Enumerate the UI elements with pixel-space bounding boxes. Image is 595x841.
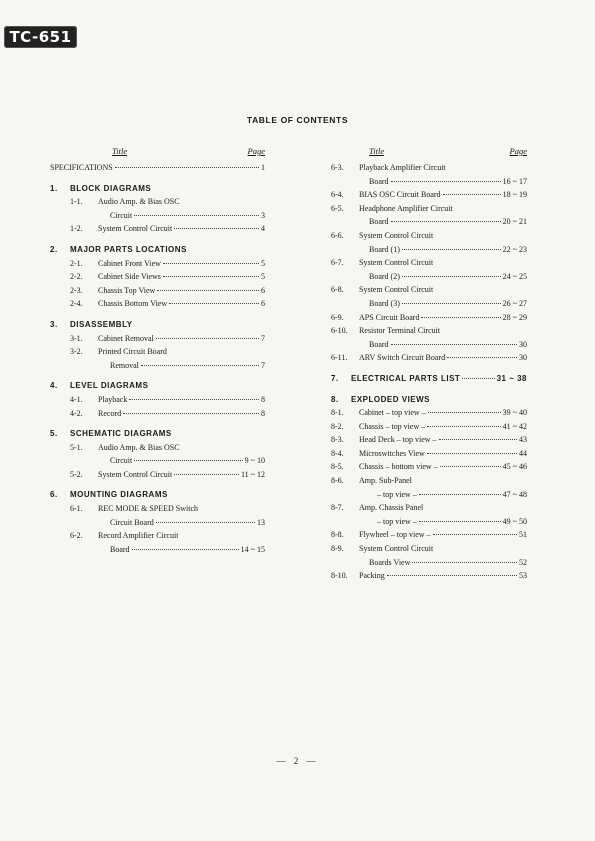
- toc-entry: [50, 468, 265, 482]
- entry-title: Resistor Terminal Circuit: [359, 326, 441, 336]
- toc-entry: [331, 311, 527, 325]
- dot-leader: [391, 344, 517, 345]
- entry-title: Head Deck – top view –: [359, 435, 437, 445]
- toc-entry: [331, 433, 527, 447]
- toc-entry: [50, 345, 265, 359]
- entry-page: 22 ~ 23: [502, 244, 527, 254]
- entry-page: 26 ~ 27: [502, 298, 527, 308]
- entry-number: 6-11.: [331, 353, 348, 363]
- entry-page: 31 ~ 38: [496, 373, 527, 383]
- toc-section: [50, 243, 265, 257]
- dot-leader: [419, 521, 501, 522]
- toc-section: [50, 488, 265, 502]
- toc-entry: [331, 515, 527, 529]
- entry-title: Removal: [110, 360, 139, 370]
- entry-title: Board (2): [369, 271, 400, 281]
- page-number: — 2 —: [276, 756, 319, 766]
- toc-entry: [331, 351, 527, 365]
- toc-entry: [331, 474, 527, 488]
- spacer: [331, 386, 527, 393]
- dot-leader: [134, 460, 242, 461]
- entry-title: MOUNTING DIAGRAMS: [70, 490, 168, 500]
- entry-title: Printed Circuit Board: [98, 347, 167, 357]
- dot-leader: [156, 522, 255, 523]
- toc-entry: [50, 359, 265, 373]
- entry-number: 6-4.: [331, 190, 344, 200]
- entry-title: Circuit Board: [110, 517, 154, 527]
- entry-number: 8-6.: [331, 476, 344, 486]
- dot-leader: [129, 399, 259, 400]
- entry-title: Chassis – top view –: [359, 421, 426, 431]
- toc-entry: [50, 516, 265, 530]
- dot-leader: [115, 167, 259, 168]
- toc-section: [50, 318, 265, 332]
- entry-title: System Control Circuit: [359, 230, 434, 240]
- page-title: TABLE OF CONTENTS: [246, 115, 349, 125]
- toc-entry: [50, 161, 265, 175]
- entry-page: 28 ~ 29: [502, 312, 527, 322]
- entry-number: 6-2.: [70, 531, 83, 541]
- entry-page: 8: [261, 394, 265, 404]
- entry-number: 8-2.: [331, 421, 344, 431]
- entry-title: Amp. Chassis Panel: [359, 503, 424, 513]
- entry-title: Record Amplifier Circuit: [98, 531, 179, 541]
- spacer: [50, 481, 265, 488]
- entry-title: Cabinet Removal: [98, 333, 154, 343]
- dot-leader: [391, 221, 501, 222]
- entry-page: 24 ~ 25: [502, 271, 527, 281]
- spacer: [50, 420, 265, 427]
- model-logo: TC-651: [4, 26, 77, 48]
- entry-number: 3-2.: [70, 347, 83, 357]
- entry-title: System Control Circuit: [98, 469, 173, 479]
- entry-number: 8-5.: [331, 462, 344, 472]
- entry-number: 6-7.: [331, 258, 344, 268]
- toc-entry: [331, 229, 527, 243]
- toc-entry: [50, 195, 265, 209]
- entry-page: 18 ~ 19: [502, 190, 527, 200]
- entry-number: 8-4.: [331, 448, 344, 458]
- entry-title: Record: [98, 408, 122, 418]
- entry-number: 2-3.: [70, 285, 83, 295]
- entry-page: 6: [261, 285, 265, 295]
- spacer: [50, 236, 265, 243]
- entry-title: APS Circuit Board: [359, 312, 420, 322]
- column-header: [331, 146, 527, 161]
- dot-leader: [156, 338, 259, 339]
- entry-title: Boards View: [369, 557, 411, 567]
- toc-entry: [50, 332, 265, 346]
- entry-page: 44: [519, 448, 527, 458]
- entry-number: 8-10.: [331, 571, 348, 581]
- dot-leader: [421, 317, 500, 318]
- entry-title: LEVEL DIAGRAMS: [70, 381, 149, 391]
- entry-number: 3.: [50, 319, 58, 329]
- entry-page: 53: [519, 571, 527, 581]
- dot-leader: [134, 215, 259, 216]
- entry-page: 7: [261, 360, 265, 370]
- toc-entry: [331, 283, 527, 297]
- entry-number: 4.: [50, 381, 58, 391]
- entry-number: 5.: [50, 429, 58, 439]
- entry-title: Board: [369, 217, 389, 227]
- toc-entry: [331, 202, 527, 216]
- entry-number: 1.: [50, 183, 58, 193]
- toc-section: [331, 372, 527, 386]
- entry-title: Chassis Top View: [98, 285, 156, 295]
- entry-page: 14 ~ 15: [240, 544, 265, 554]
- toc-entry: [331, 406, 527, 420]
- entry-title: ARV Switch Circuit Board: [359, 353, 446, 363]
- entry-number: 4-2.: [70, 408, 83, 418]
- entry-title: SCHEMATIC DIAGRAMS: [70, 429, 172, 439]
- entry-page: 3: [261, 210, 265, 220]
- entry-title: Flywheel – top view –: [359, 530, 431, 540]
- entry-page: 16 ~ 17: [502, 176, 527, 186]
- entry-number: 8-8.: [331, 530, 344, 540]
- toc-entry: [50, 407, 265, 421]
- entry-number: 6-6.: [331, 230, 344, 240]
- dot-leader: [447, 357, 517, 358]
- entry-title: Audio Amp. & Bias OSC: [98, 442, 180, 452]
- entry-number: 8-7.: [331, 503, 344, 513]
- entry-title: Cabinet Side Views: [98, 272, 161, 282]
- entry-page: 51: [519, 530, 527, 540]
- entry-number: 6-8.: [331, 285, 344, 295]
- entry-number: 8-1.: [331, 408, 344, 418]
- entry-title: Chassis – bottom view –: [359, 462, 438, 472]
- dot-leader: [443, 194, 501, 195]
- entry-title: Microswitches View: [359, 448, 425, 458]
- entry-title: Board: [369, 176, 389, 186]
- toc-entry: [50, 284, 265, 298]
- entry-number: 1-2.: [70, 224, 83, 234]
- entry-title: Chassis Bottom View: [98, 299, 168, 309]
- entry-title: System Control Circuit: [359, 258, 434, 268]
- entry-title: Playback Amplifier Circuit: [359, 163, 446, 172]
- dot-leader: [174, 228, 259, 229]
- toc-list-left: [50, 161, 265, 556]
- page-header: Page: [247, 146, 265, 156]
- entry-page: 45 ~ 46: [502, 462, 527, 472]
- entry-page: 49 ~ 50: [502, 516, 527, 526]
- dot-leader: [402, 303, 501, 304]
- entry-page: 13: [257, 517, 265, 527]
- entry-title: ELECTRICAL PARTS LIST: [351, 373, 461, 383]
- entry-title: Circuit: [110, 456, 133, 466]
- entry-title: Playback: [98, 394, 128, 404]
- toc-entry: [50, 393, 265, 407]
- entry-number: 7.: [331, 373, 339, 383]
- toc-column-right: [331, 146, 527, 583]
- spacer: [50, 175, 265, 182]
- entry-page: 5: [261, 272, 265, 282]
- dot-leader: [157, 290, 259, 291]
- toc-entry: [50, 209, 265, 223]
- entry-number: 8-9.: [331, 544, 344, 554]
- entry-title: Board: [110, 544, 130, 554]
- toc-entry: [331, 175, 527, 189]
- entry-page: 20 ~ 21: [502, 217, 527, 227]
- entry-title: MAJOR PARTS LOCATIONS: [70, 244, 187, 254]
- entry-title: SPECIFICATIONS: [50, 163, 113, 172]
- toc-entry: [331, 338, 527, 352]
- toc-entry: [50, 297, 265, 311]
- entry-title: Circuit: [110, 210, 133, 220]
- toc-section: [50, 379, 265, 393]
- dot-leader: [427, 453, 517, 454]
- entry-page: 30: [519, 353, 527, 363]
- dot-leader: [428, 412, 501, 413]
- dot-leader: [402, 276, 501, 277]
- entry-title: Cabinet Front View: [98, 258, 161, 268]
- entry-title: BIAS OSC Circuit Board: [359, 190, 441, 200]
- entry-number: 6.: [50, 490, 58, 500]
- dot-leader: [163, 276, 259, 277]
- entry-number: 2-4.: [70, 299, 83, 309]
- dot-leader: [132, 549, 239, 550]
- entry-page: 52: [519, 557, 527, 567]
- entry-page: 30: [519, 339, 527, 349]
- spacer: [331, 365, 527, 372]
- toc-entry: [331, 215, 527, 229]
- entry-number: 8-3.: [331, 435, 344, 445]
- dot-leader: [462, 378, 494, 379]
- toc-entry: [331, 297, 527, 311]
- entry-page: 9 ~ 10: [244, 456, 265, 466]
- toc-entry: [50, 257, 265, 271]
- toc-entry: [331, 460, 527, 474]
- dot-leader: [174, 474, 239, 475]
- entry-title: Board (3): [369, 298, 400, 308]
- entry-number: 6-3.: [331, 163, 344, 172]
- toc-entry: [331, 324, 527, 338]
- entry-page: 47 ~ 48: [502, 489, 527, 499]
- entry-title: BLOCK DIAGRAMS: [70, 183, 152, 193]
- title-header: Title: [112, 146, 128, 156]
- toc-entry: [331, 528, 527, 542]
- dot-leader: [163, 263, 259, 264]
- entry-title: System Control Circuit: [359, 285, 434, 295]
- entry-title: EXPLODED VIEWS: [351, 394, 431, 404]
- entry-title: Cabinet – top view –: [359, 408, 426, 418]
- entry-title: Audio Amp. & Bias OSC: [98, 197, 180, 207]
- entry-page: 41 ~ 42: [502, 421, 527, 431]
- entry-title: REC MODE & SPEED Switch: [98, 504, 199, 514]
- toc-entry: [50, 502, 265, 516]
- dot-leader: [419, 494, 501, 495]
- entry-number: 2-2.: [70, 272, 83, 282]
- title-header: Title: [369, 146, 385, 156]
- dot-leader: [387, 575, 517, 576]
- entry-number: 8.: [331, 394, 339, 404]
- toc-entry: [331, 243, 527, 257]
- entry-number: 5-2.: [70, 469, 83, 479]
- dot-leader: [123, 413, 259, 414]
- dot-leader: [439, 439, 517, 440]
- entry-title: – top view –: [377, 516, 417, 526]
- toc-entry: [50, 441, 265, 455]
- dot-leader: [391, 181, 501, 182]
- entry-title: System Control Circuit: [98, 224, 173, 234]
- toc-entry: [331, 488, 527, 502]
- dot-leader: [169, 303, 259, 304]
- toc-entry: [50, 270, 265, 284]
- entry-page: 43: [519, 435, 527, 445]
- toc-entry: [331, 447, 527, 461]
- toc-entry: [50, 529, 265, 543]
- spacer: [50, 372, 265, 379]
- toc-list-right: [331, 161, 527, 583]
- entry-page: 4: [261, 224, 265, 234]
- entry-page: 39 ~ 40: [502, 408, 527, 418]
- entry-page: 5: [261, 258, 265, 268]
- toc-entry: [331, 256, 527, 270]
- entry-number: 4-1.: [70, 394, 83, 404]
- entry-number: 6-1.: [70, 504, 83, 514]
- entry-number: 1-1.: [70, 197, 83, 207]
- toc-entry: [331, 270, 527, 284]
- entry-page: 11 ~ 12: [240, 469, 265, 479]
- entry-number: 6-9.: [331, 312, 344, 322]
- toc-column-left: [50, 146, 265, 556]
- entry-number: 2.: [50, 244, 58, 254]
- entry-page: 6: [261, 299, 265, 309]
- entry-page: 1: [261, 163, 265, 172]
- toc-entry: [331, 420, 527, 434]
- entry-number: 5-1.: [70, 442, 83, 452]
- entry-page: 7: [261, 333, 265, 343]
- toc-entry: [50, 543, 265, 557]
- entry-page: 8: [261, 408, 265, 418]
- dot-leader: [402, 249, 501, 250]
- entry-number: 2-1.: [70, 258, 83, 268]
- entry-title: – top view –: [377, 489, 417, 499]
- dot-leader: [427, 426, 500, 427]
- toc-section: [50, 427, 265, 441]
- page-header: Page: [509, 146, 527, 156]
- entry-title: Headphone Amplifier Circuit: [359, 203, 453, 213]
- entry-title: Amp. Sub-Panel: [359, 476, 412, 486]
- entry-title: DISASSEMBLY: [70, 319, 133, 329]
- dot-leader: [141, 365, 259, 366]
- toc-section: [331, 393, 527, 407]
- entry-number: 6-5.: [331, 203, 344, 213]
- toc-entry: [331, 161, 527, 175]
- spacer: [50, 311, 265, 318]
- toc-entry: [331, 556, 527, 570]
- toc-entry: [50, 454, 265, 468]
- entry-title: System Control Circuit: [359, 544, 434, 554]
- entry-number: 3-1.: [70, 333, 83, 343]
- toc-entry: [331, 569, 527, 583]
- entry-number: 6-10.: [331, 326, 348, 336]
- dot-leader: [412, 562, 517, 563]
- dot-leader: [440, 466, 501, 467]
- dot-leader: [433, 534, 517, 535]
- toc-entry: [331, 501, 527, 515]
- column-header: [50, 146, 265, 161]
- entry-title: Packing: [359, 571, 385, 581]
- toc-entry: [331, 188, 527, 202]
- entry-title: Board: [369, 339, 389, 349]
- toc-entry: [331, 542, 527, 556]
- toc-section: [50, 182, 265, 196]
- entry-title: Board (1): [369, 244, 400, 254]
- toc-entry: [50, 222, 265, 236]
